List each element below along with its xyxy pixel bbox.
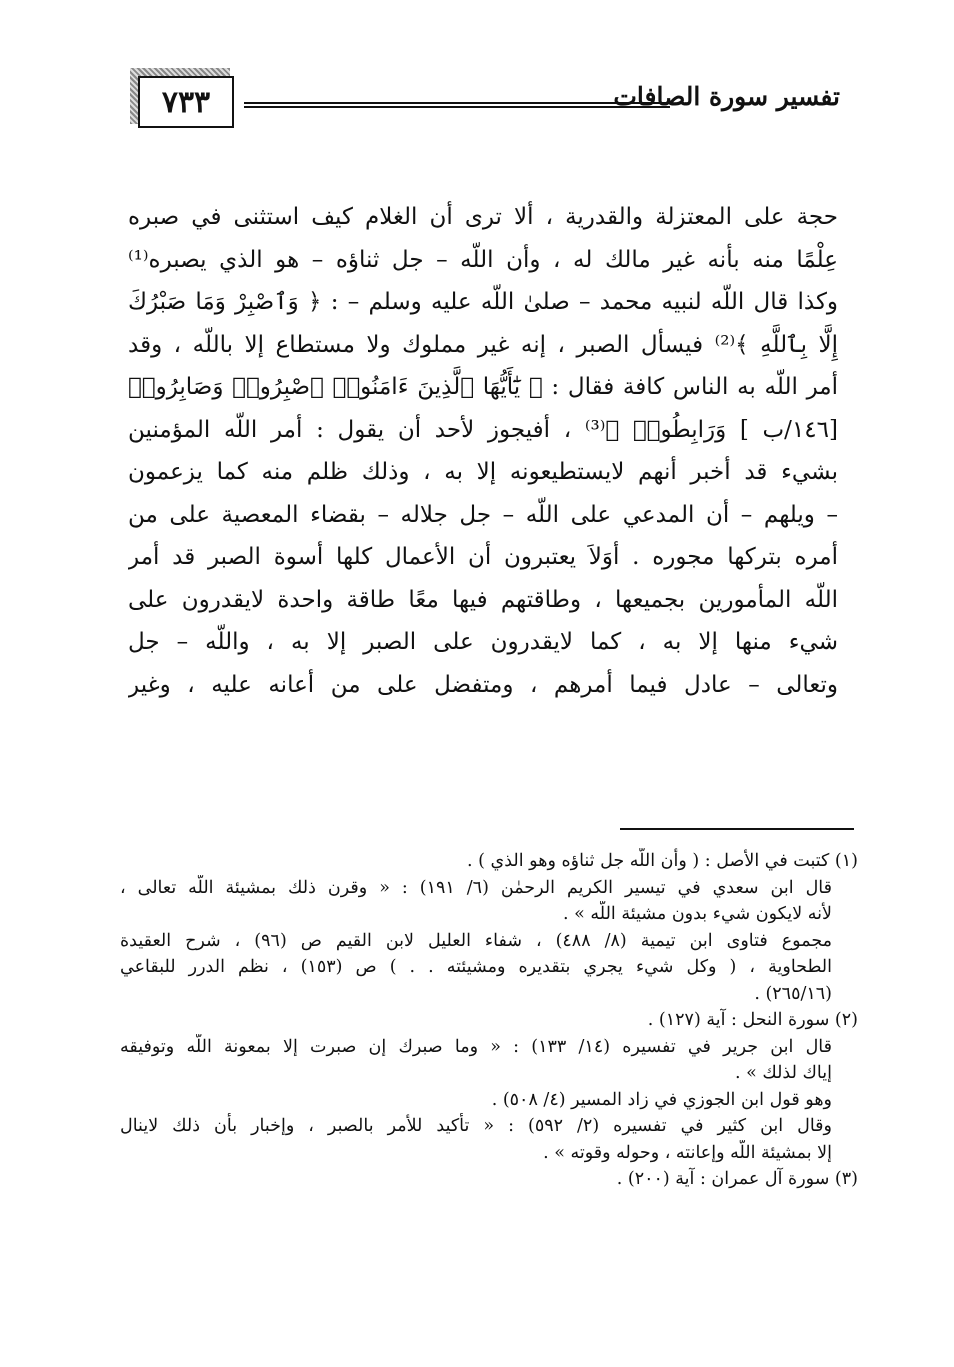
text-line: اللّه المأمورين بجميعها ، وطاقتهم فيها معًا طاقة واحدة لايقدرون على bbox=[128, 586, 838, 613]
page-number-frame bbox=[130, 68, 238, 132]
page-number: ٧٣٣ bbox=[138, 76, 234, 128]
footnote-line: الطحاوية ، ( وكل شيء يجري بتقديره ومشيئته . . ) ص (١٥٣) ، نظم الدرر للبقاعي bbox=[120, 957, 832, 977]
footnote-line: إياك لذلك » . bbox=[734, 1063, 832, 1083]
footnote-line: (٢) سورة النحل : آية (١٢٧) . bbox=[647, 1010, 858, 1030]
text-line: عِلْمًا منه بأنه غير مالك له ، وأن اللّه – جل ثناؤه – هو الذي يصبره⁽¹⁾ bbox=[128, 246, 838, 273]
text-line: أمر اللّه به الناس كافة فقال : ﴿ يَٰٓأَيُّهَا ٱلَّذِينَ ءَامَنُوا۟ ٱصْبِرُوا۟ وَصَابِرُوا۟ bbox=[128, 374, 838, 400]
text-line: إِلَّا بِٱللَّهِ ﴾⁽²⁾ فيسأل الصبر ، إنه غير مملوك ولا مستطاع إلا باللّه ، وقد bbox=[128, 331, 838, 358]
footnote-line: مجموع فتاوى ابن تيمية (٨/ ٤٨٨) ، شفاء العليل لابن القيم ص (٩٦) ، شرح العقيدة bbox=[120, 930, 832, 951]
footnote-line: (٢٦٥/١٦) . bbox=[754, 983, 832, 1004]
footnote-line: (٣) سورة آل عمران : آية (٢٠٠) . bbox=[616, 1169, 858, 1189]
header-double-rule bbox=[244, 102, 670, 108]
text-line: وكذا قال اللّه لنبيه محمد – صلىٰ اللّه عليه وسلم – : ﴿ وَٱصْبِرْ وَمَا صَبْرُكَ bbox=[128, 289, 838, 315]
footnote-line: قال ابن جرير في تفسيره (١٤/ ١٣٣) : « وما صبرك إن صبرت إلا بمعونة اللّه وتوفيقه bbox=[120, 1036, 832, 1057]
main-text bbox=[128, 196, 838, 706]
text-line: حجة على المعتزلة والقدرية ، ألا ترى أن الغلام كيف استثنى في صبره bbox=[128, 204, 838, 230]
footnotes bbox=[120, 848, 858, 1193]
footnote-line: وقال ابن كثير في تفسيره (٢/ ٥٩٢) : « تأكيد للأمر بالصبر ، وإخبار بأن ذلك لاينال bbox=[120, 1116, 832, 1136]
footnote-line: لأنه لايكون شيء بدون مشيئة اللّه » . bbox=[563, 904, 832, 924]
footnote-line: قال ابن سعدي في تيسير الكريم الرحمٰن (٦/ ١٩١) : « وقرن ذلك بمشيئة اللّه تعالى ، bbox=[120, 877, 832, 898]
footnote-line: (١) كتبت في الأصل : ( وأن اللّه جل ثناؤه وهو الذي ) . bbox=[467, 851, 858, 871]
running-title: تفسير سورة الصافات bbox=[613, 82, 840, 111]
footnote-line: إلا بمشيئة اللّه وإعانته ، وحوله وقوته » . bbox=[543, 1142, 832, 1163]
text-line: وتعالى – عادل فيما أمرهم ، ومتفضل على من أعانه عليه ، وغير bbox=[128, 671, 838, 698]
footnote-line: وهو قول ابن الجوزي في زاد المسير (٤/ ٥٠٨) . bbox=[491, 1089, 832, 1110]
text-line: شيء منها إلا به ، كما لايقدرون على الصبر إلا به ، واللّه – جل bbox=[128, 629, 838, 655]
text-line: [١٤٦/ب ] وَرَابِطُوا۟ ﴾⁽³⁾ ، أفيجوز لأحد أن يقول : أمر اللّه المؤمنين bbox=[128, 416, 838, 443]
text-line: بشيء قد أخبر أنهم لايستطيعونه إلا به ، وذلك ظلم منه كما يزعمون bbox=[128, 459, 838, 485]
text-line: – ويلهم – أن المدعي على اللّه – جل جلاله – بقضاء المعصية على من bbox=[128, 501, 838, 528]
text-line: أمره بتركها مجوره . أوَلاَ يعتبرون أن الأعمال كلها أسوة الصبر قد أمر bbox=[128, 544, 838, 570]
footnote-separator bbox=[620, 828, 854, 830]
page-header bbox=[120, 60, 840, 140]
